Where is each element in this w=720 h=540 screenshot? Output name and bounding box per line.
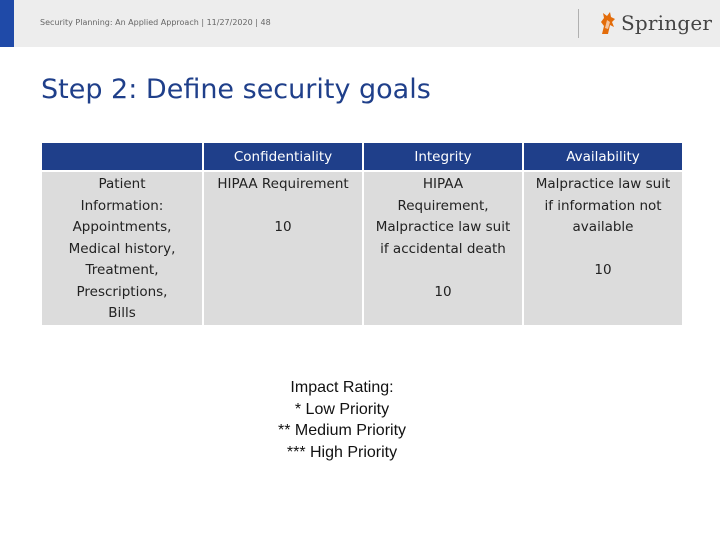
integrity-rating: 10: [434, 283, 452, 300]
asset-line: Appointments,: [72, 219, 172, 235]
availability-line: available: [572, 219, 634, 235]
table-header-row: [42, 143, 682, 170]
security-goals-table: [40, 141, 684, 327]
table-row: [42, 172, 682, 325]
springer-logo-text: Springer: [621, 11, 713, 35]
column-header-asset: [42, 143, 202, 170]
integrity-line: if accidental death: [380, 240, 506, 257]
springer-logo: [598, 8, 712, 38]
legend-item-low: * Low Priority: [294, 400, 390, 418]
column-header-confidentiality: Confidentiality: [204, 143, 362, 170]
column-header-integrity: Integrity: [364, 143, 522, 170]
integrity-line: Requirement,: [397, 197, 489, 214]
asset-line: Information:: [80, 197, 164, 214]
asset-line: Medical history,: [68, 240, 176, 257]
integrity-line: Malpractice law suit: [375, 219, 511, 235]
header-citation: Security Planning: An Applied Approach | 11/27/2020 | 48: [40, 18, 271, 27]
slide-title: Step 2: Define security goals: [41, 74, 431, 105]
availability-line: if information not: [544, 197, 662, 214]
availability-cell: [524, 172, 682, 325]
springer-horse-icon: [598, 10, 618, 36]
legend-item-medium: ** Medium Priority: [277, 422, 407, 440]
legend-title: Impact Rating:: [290, 379, 394, 396]
confidentiality-cell: [204, 172, 362, 325]
asset-line: Prescriptions,: [76, 283, 168, 300]
impact-rating-legend: [232, 377, 452, 463]
column-header-availability: Availability: [524, 143, 682, 170]
asset-line: Patient: [98, 176, 146, 192]
confidentiality-line: HIPAA Requirement: [217, 176, 349, 192]
integrity-line: HIPAA: [422, 176, 464, 192]
asset-line: Bills: [108, 305, 136, 321]
availability-rating: 10: [594, 262, 612, 278]
left-accent-bar: [0, 0, 14, 47]
integrity-cell: [364, 172, 522, 325]
asset-cell: [42, 172, 202, 325]
legend-item-high: *** High Priority: [286, 443, 398, 461]
header-divider: [578, 9, 579, 38]
availability-line: Malpractice law suit: [535, 176, 671, 192]
asset-line: Treatment,: [85, 262, 159, 278]
confidentiality-rating: 10: [274, 219, 292, 235]
